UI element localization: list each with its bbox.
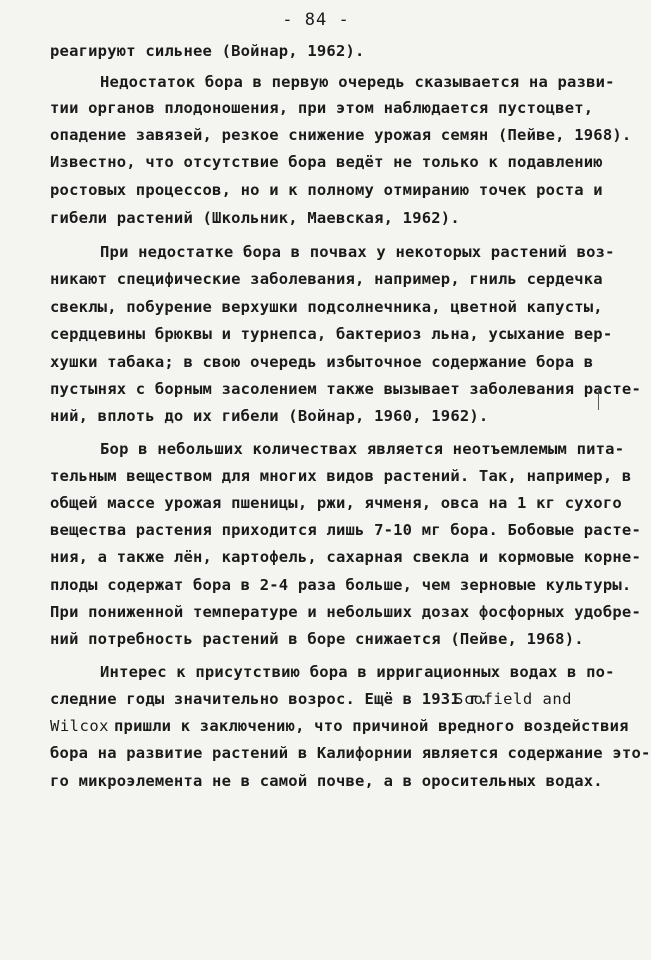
text-line-22: ний потребность растений в боре снижается (Пейве, 1968). [50,630,584,648]
page-number: - 84 - [282,10,350,30]
text-line-8: При недостатке бора в почвах у некоторых растений воз- [100,243,615,261]
text-line-16: тельным веществом для многих видов растений. Так, например, в [50,467,632,485]
latin-authors-1: Scofield and [454,690,572,708]
text-line-20: плоды содержат бора в 2-4 раза больше, чем зерновые культуры. [50,576,632,594]
text-line-6: ростовых процессов, но и к полному отмиранию точек роста и [50,181,603,199]
text-line-17: общей массе урожая пшеницы, ржи, ячменя, овса на 1 кг сухого [50,494,622,512]
text-line-11: сердцевины брюквы и турнепса, бактериоз льна, усыхание вер- [50,325,613,343]
text-line-4: опадение завязей, резкое снижение урожая семян (Пейве, 1968). [50,126,632,144]
text-line-23: Интерес к присутствию бора в ирригационных водах в по- [100,663,615,681]
text-line-26: бора на развитие растений в Калифорнии является содержание это- [50,744,651,762]
text-line-14: ний, вплоть до их гибели (Войнар, 1960, 1962). [50,407,489,425]
text-line-19: ния, а также лён, картофель, сахарная свекла и кормовые корне- [50,548,641,566]
latin-authors-2: Wilcox [50,717,109,735]
text-line-1: реагируют сильнее (Войнар, 1962). [50,42,365,60]
text-line-27: го микроэлемента не в самой почве, а в оросительных водах. [50,772,603,790]
text-line-18: вещества растения приходится лишь 7-10 мг бора. Бобовые расте- [50,521,641,539]
text-line-21: При пониженной температуре и небольших дозах фосфорных удобре- [50,603,641,621]
text-line-2: Недостаток бора в первую очередь сказывается на разви- [100,73,615,91]
text-line-3: тии органов плодоношения, при этом наблюдается пустоцвет, [50,99,594,117]
text-line-12: хушки табака; в свою очередь избыточное содержание бора в [50,353,594,371]
text-line-10: свеклы, побурение верхушки подсолнечника, цветной капусты, [50,298,603,316]
text-line-7: гибели растений (Школьник, Маевская, 1962). [50,209,460,227]
text-line-9: никают специфические заболевания, например, гниль сердечка [50,270,603,288]
margin-mark [598,388,599,410]
text-line-15: Бор в небольших количествах является неотъемлемым пита- [100,440,625,458]
text-line-24: следние годы значительно возрос. Ещё в 1931 г. [50,690,489,708]
text-line-25: пришли к заключению, что причиной вредного воздействия [114,717,629,735]
text-line-5: Известно, что отсутствие бора ведёт не только к подавлению [50,153,603,171]
text-line-13: пустынях с борным засолением также вызывает заболевания расте- [50,380,641,398]
